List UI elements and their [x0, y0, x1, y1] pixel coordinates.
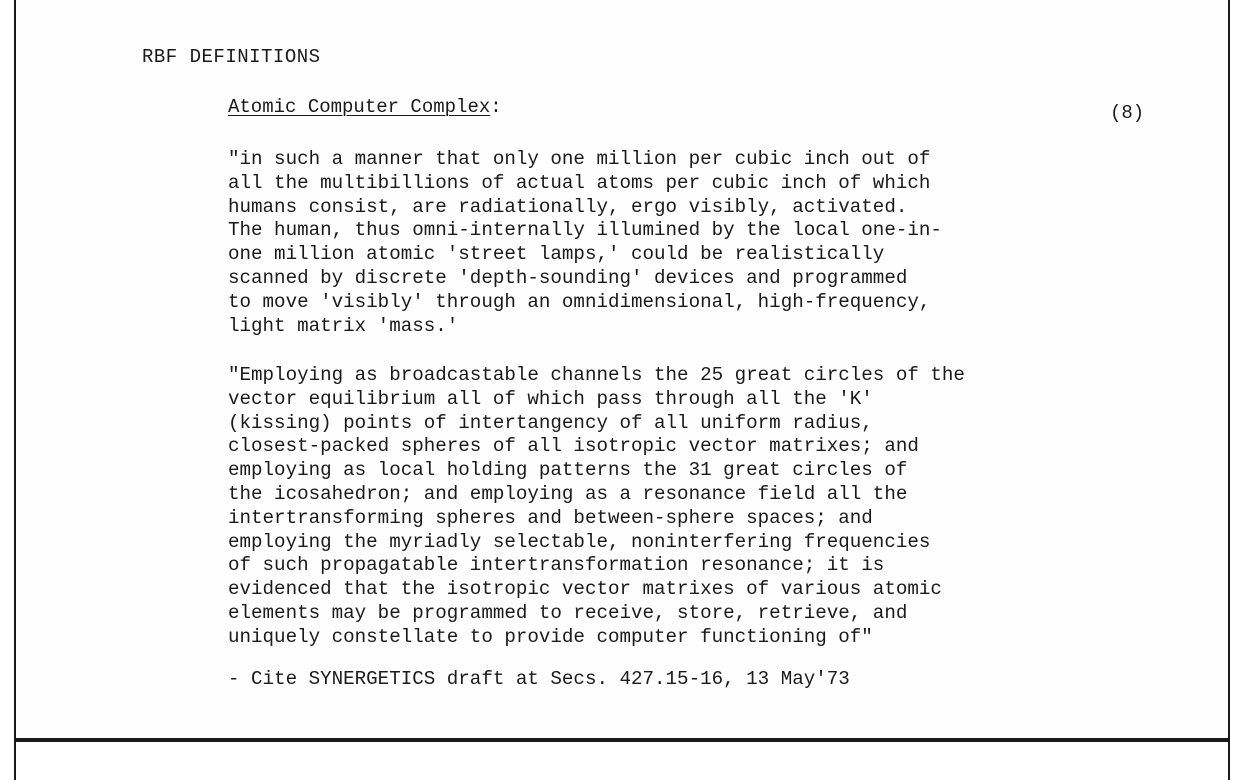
next-card-left-edge	[14, 740, 16, 780]
definition-paragraph-2: "Employing as broadcastable channels the 25 great circles of the vector equilibrium all of which pass through all the 'K' (kissing) points of intertangency of all uniform radius, closest-packed spheres of all isotropic vector matrixes; and employing as local holding patterns the 31 great circles of the icosahedron; and employing as a resonance field all the intertransforming spheres and between-sphere spaces; and employing the myriadly selectable, noninterfering frequencies of such propagatable intertransformation resonance; it is evidenced that the isotropic vector matrixes of various atomic elements may be programmed to receive, store, retrieve, and uniquely constellate to provide computer functioning of"	[228, 364, 965, 648]
entry-number: (8)	[1110, 102, 1145, 124]
term-heading	[228, 96, 502, 118]
card-heading: RBF DEFINITIONS	[142, 46, 321, 68]
card-bottom-divider	[14, 740, 1230, 742]
next-card-right-edge	[1228, 740, 1230, 780]
definition-paragraph-1: "in such a manner that only one million per cubic inch out of all the multibillions of actual atoms per cubic inch of which humans consist, are radiationally, ergo visibly, activated. The human, thus omni-internally illumined by the local one-in- one million atomic 'street lamps,' could be realistically scanned by discrete 'depth-sounding' devices and programmed to move 'visibly' through an omnidimensional, high-frequency, light matrix 'mass.'	[228, 148, 942, 337]
term-title: Atomic Computer Complex	[228, 96, 491, 118]
term-colon: :	[490, 96, 502, 118]
source-citation: - Cite SYNERGETICS draft at Secs. 427.15-16, 13 May'73	[228, 668, 850, 690]
